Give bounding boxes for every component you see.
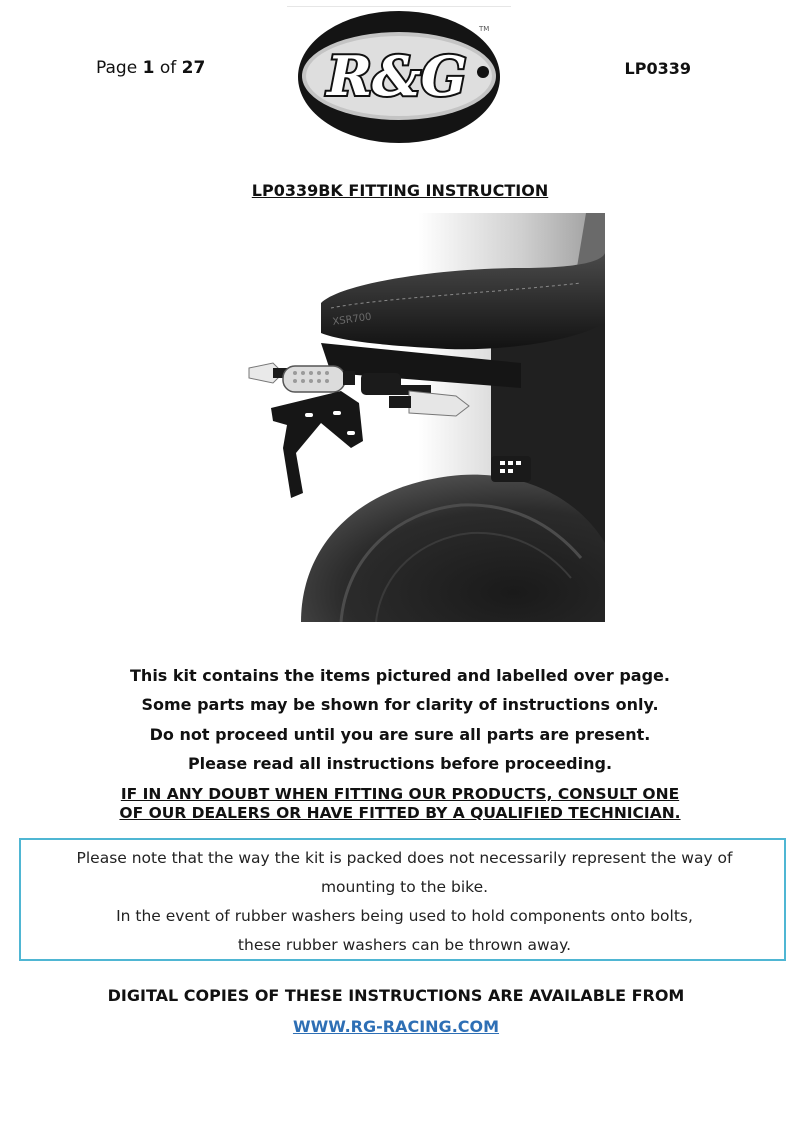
page-of: of: [159, 58, 177, 78]
warning-line-1: IF IN ANY DOUBT WHEN FITTING OUR PRODUCTS, CONSULT ONE: [120, 785, 680, 803]
doc-code: LP0339: [624, 59, 691, 78]
page-prefix: Page: [96, 58, 138, 78]
page-total: 27: [181, 58, 206, 78]
intro-line-4: Please read all instructions before proceeding.: [187, 754, 613, 773]
page-current: 1: [142, 58, 155, 78]
note-line-2: mounting to the bike.: [320, 878, 489, 896]
page-title: LP0339BK FITTING INSTRUCTION: [251, 181, 549, 200]
note-line-4: these rubber washers can be thrown away.: [237, 936, 572, 954]
warning-line-2: OF OUR DEALERS OR HAVE FITTED BY A QUALIFIED TECHNICIAN.: [119, 804, 681, 822]
seat-brand-text: XSR700: [331, 311, 373, 328]
note-line-3: In the event of rubber washers being used to hold components onto bolts,: [116, 907, 693, 925]
logo-text: R&G: [327, 44, 467, 108]
packing-note-box: [19, 838, 786, 961]
logo-tm: TM: [479, 25, 490, 33]
intro-line-1: This kit contains the items pictured and labelled over page.: [130, 666, 670, 685]
digital-copies-text: DIGITAL COPIES OF THESE INSTRUCTIONS ARE AVAILABLE FROM: [107, 986, 685, 1005]
intro-line-2: Some parts may be shown for clarity of instructions only.: [141, 695, 659, 714]
rg-logo: [287, 6, 511, 147]
note-line-1: Please note that the way the kit is packed does not necessarily represent the way of: [76, 849, 733, 867]
page-number: [96, 58, 205, 78]
product-photo: [191, 213, 605, 622]
website-link[interactable]: WWW.RG-RACING.COM: [292, 1017, 500, 1036]
intro-line-3: Do not proceed until you are sure all parts are present.: [149, 725, 651, 744]
